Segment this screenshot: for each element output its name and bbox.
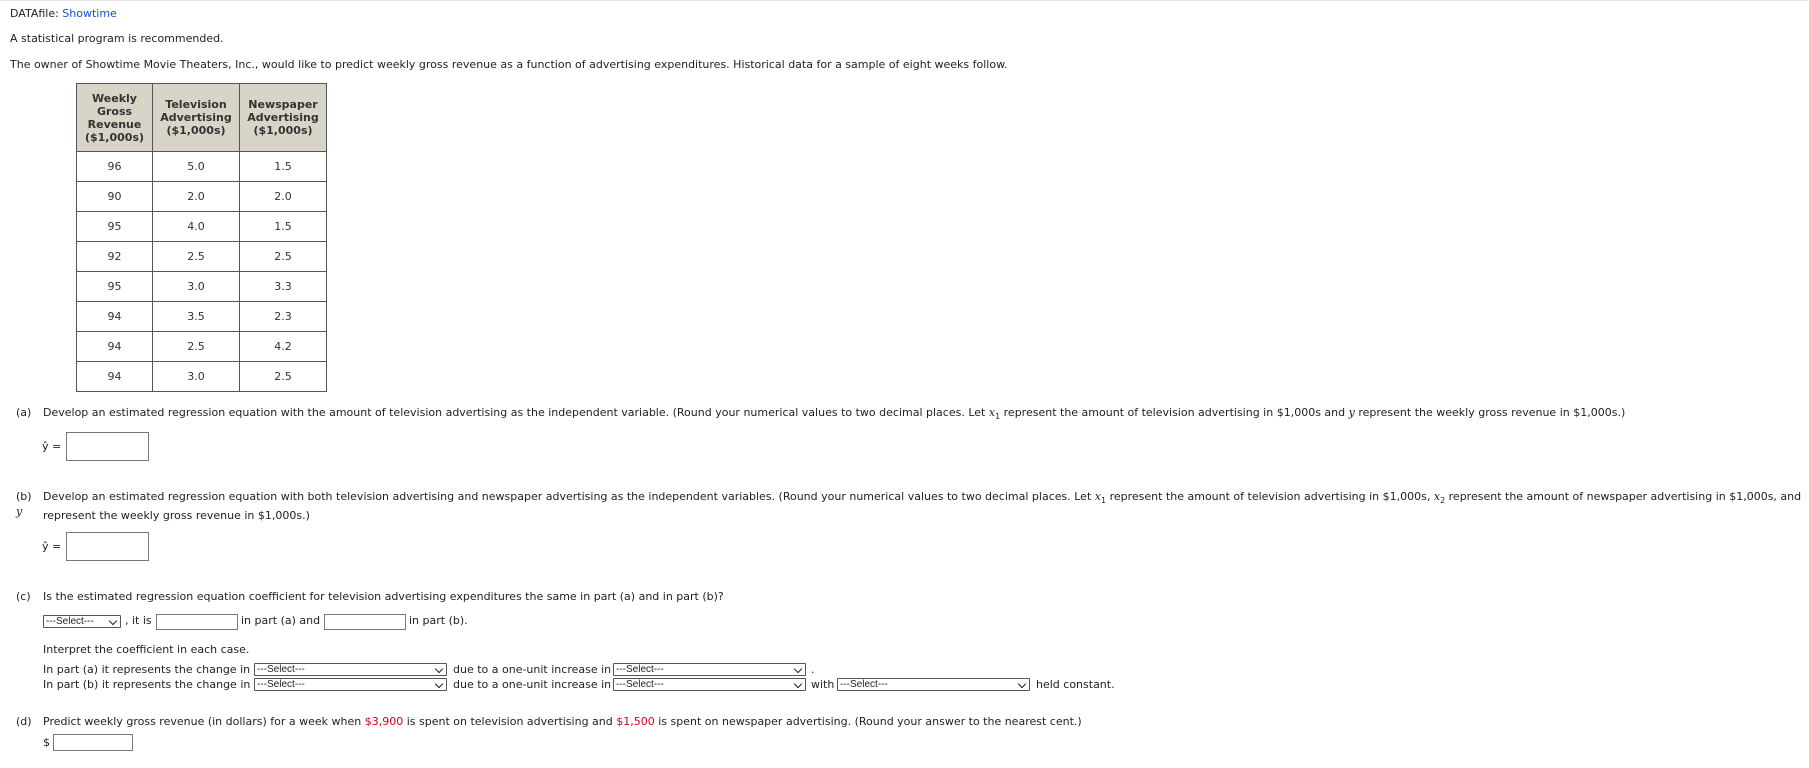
datafile-label: DATAfile: [10,7,59,20]
table-header-row [77,84,327,152]
part-b-change-in-select[interactable]: ---Select--- [254,678,447,691]
part-b-question: (b) Develop an estimated regression equation with both television advertising and newspaper advertising as the independent variables. (Round your numerical values to two decimal places. Let $x_1$ represent the amount of television advertising in $1,000s, $x_2$ represent the amount of newspaper advertising in $1,000s, and y [16,490,1802,519]
cell-tv: 4.0 [153,212,240,242]
in-part-a-label: in part (a) and [241,614,321,627]
cell-revenue: 96 [77,152,153,182]
table-row [77,242,327,272]
with-label: with [811,678,835,691]
part-a-question: (a) Develop an estimated regression equation with the amount of television advertising as the independent variable. (Round your numerical values to two decimal places. Let $x_1$ represent the amount of television advertising in $1,000s and y represent the weekly gross revenue in $1,000s.) [16,406,1626,422]
cell-revenue: 90 [77,182,153,212]
table-row [77,362,327,392]
header-newspaper-advertising: Newspaper Advertising ($1,000s) [240,84,327,152]
chevron-down-icon [435,680,443,688]
chevron-down-icon [1018,680,1026,688]
table-row [77,302,327,332]
same-or-different-select[interactable]: ---Select--- [43,615,121,628]
table-row [77,212,327,242]
cell-revenue: 95 [77,272,153,302]
table-row [77,272,327,302]
part-b-equation-input[interactable] [66,532,149,561]
cell-tv: 3.0 [153,362,240,392]
cell-tv: 2.5 [153,332,240,362]
cell-newspaper: 2.0 [240,182,327,212]
part-a-label: (a) [16,406,32,419]
line-a-period: . [811,663,815,676]
program-note: A statistical program is recommended. [10,32,224,45]
cell-revenue: 92 [77,242,153,272]
line-b-due-to: due to a one-unit increase in [453,678,612,691]
part-c-label: (c) [16,590,31,603]
predicted-revenue-input[interactable] [53,734,133,751]
line-a-prefix: In part (a) it represents the change in [43,663,251,676]
table-row [77,152,327,182]
coef-part-a-input[interactable] [156,614,238,630]
tv-amount: $3,900 [364,715,404,728]
cell-tv: 5.0 [153,152,240,182]
chevron-down-icon [435,665,443,673]
part-b-increase-in-select[interactable]: ---Select--- [613,678,806,691]
cell-newspaper: 1.5 [240,152,327,182]
cell-revenue: 95 [77,212,153,242]
intro-text: The owner of Showtime Movie Theaters, Inc., would like to predict weekly gross revenue as a function of advertising expenditures. Historical data for a sample of eight weeks follow. [10,58,1008,71]
part-b-label: (b) [16,490,32,503]
cell-tv: 2.0 [153,182,240,212]
cell-newspaper: 2.5 [240,362,327,392]
held-constant-label: held constant. [1036,678,1115,691]
cell-newspaper: 2.3 [240,302,327,332]
part-c-question: (c) Is the estimated regression equation coefficient for television advertising expenditures the same in part (a) and in part (b)? [16,590,724,603]
part-d-label: (d) [16,715,32,728]
cell-newspaper: 4.2 [240,332,327,362]
chevron-down-icon [794,680,802,688]
cell-tv: 2.5 [153,242,240,272]
chevron-down-icon [794,665,802,673]
newspaper-amount: $1,500 [616,715,655,728]
part-b-yhat-label: ŷ = [42,540,62,553]
cell-tv: 3.0 [153,272,240,302]
cell-tv: 3.5 [153,302,240,332]
header-weekly-revenue: Weekly Gross Revenue ($1,000s) [77,84,153,152]
cell-revenue: 94 [77,302,153,332]
part-b-held-constant-select[interactable]: ---Select--- [837,678,1030,691]
it-is-label: , it is [125,614,152,627]
part-a-change-in-select[interactable]: ---Select--- [254,663,447,676]
chevron-down-icon [109,617,117,625]
part-b-question-cont: represent the weekly gross revenue in $1,000s.) [43,509,310,522]
top-divider [0,0,1809,1]
header-television-advertising: Television Advertising ($1,000s) [153,84,240,152]
line-b-prefix: In part (b) it represents the change in [43,678,251,691]
part-d-question: (d) Predict weekly gross revenue (in dollars) for a week when $3,900 is spent on television advertising and $1,500 is spent on newspaper advertising. (Round your answer to the nearest cent.) [16,715,1082,728]
datafile-link[interactable]: Showtime [62,7,117,20]
interpret-label: Interpret the coefficient in each case. [43,643,250,656]
part-a-equation-input[interactable] [66,432,149,461]
cell-newspaper: 3.3 [240,272,327,302]
coef-part-b-input[interactable] [324,614,406,630]
part-a-increase-in-select[interactable]: ---Select--- [613,663,806,676]
datafile-line [10,7,117,20]
dollar-sign: $ [43,736,50,749]
data-table [76,83,327,392]
table-row [77,182,327,212]
cell-newspaper: 1.5 [240,212,327,242]
cell-revenue: 94 [77,362,153,392]
cell-newspaper: 2.5 [240,242,327,272]
table-row [77,332,327,362]
part-a-yhat-label: ŷ = [42,440,62,453]
cell-revenue: 94 [77,332,153,362]
in-part-b-label: in part (b). [409,614,468,627]
line-a-due-to: due to a one-unit increase in [453,663,612,676]
